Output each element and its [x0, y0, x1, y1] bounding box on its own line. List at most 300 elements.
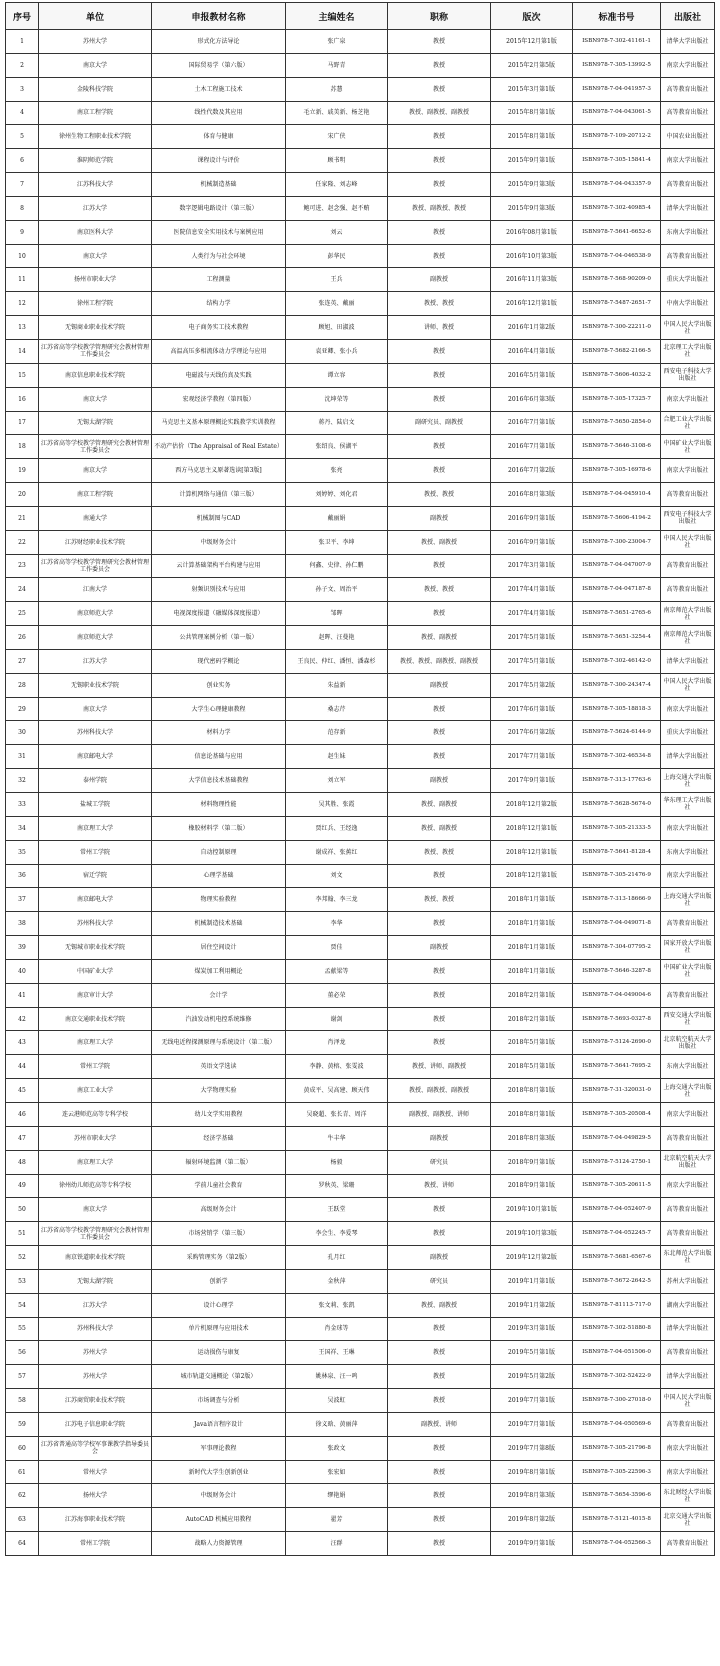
table-row — [6, 1222, 715, 1246]
unit-cell: 江苏大学 — [39, 649, 152, 673]
title-rank-cell: 教授、副教授 — [388, 626, 491, 650]
edition-cell: 2016年7月第1版 — [491, 435, 573, 459]
isbn-cell: ISBN978-7-305-22596-3 — [573, 1460, 661, 1484]
serial-cell: 33 — [6, 793, 39, 817]
publisher-cell: 南京大学出版社 — [661, 1102, 715, 1126]
table-row — [6, 125, 715, 149]
publisher-cell: 西安交通大学出版社 — [661, 1007, 715, 1031]
table-row — [6, 1317, 715, 1341]
publisher-cell: 高等教育出版社 — [661, 912, 715, 936]
editor-cell: 沈坤荣等 — [286, 387, 388, 411]
edition-cell: 2016年7月第1版 — [491, 411, 573, 435]
textbook-name-cell: 单片机原理与应用技术 — [152, 1317, 286, 1341]
unit-cell: 江苏科技大学 — [39, 173, 152, 197]
isbn-cell: ISBN978-7-305-17325-7 — [573, 387, 661, 411]
editor-cell: 罗秋英、梁珊 — [286, 1174, 388, 1198]
publisher-cell: 上海交通大学出版社 — [661, 769, 715, 793]
title-rank-cell: 副教授 — [388, 673, 491, 697]
table-row — [6, 649, 715, 673]
header-isbn: 标准书号 — [573, 3, 661, 30]
publisher-cell: 东南大学出版社 — [661, 840, 715, 864]
edition-cell: 2017年4月第1版 — [491, 602, 573, 626]
editor-cell: 王跃堂 — [286, 1198, 388, 1222]
editor-cell: 张卫平、李坤 — [286, 530, 388, 554]
table-row — [6, 101, 715, 125]
title-rank-cell: 教授 — [388, 173, 491, 197]
edition-cell: 2016年6月第3版 — [491, 387, 573, 411]
isbn-cell: ISBN978-7-5651-2765-6 — [573, 602, 661, 626]
isbn-cell: ISBN978-7-302-52422-9 — [573, 1365, 661, 1389]
isbn-cell: ISBN978-7-300-24347-4 — [573, 673, 661, 697]
editor-cell: 张绍良、侯湖平 — [286, 435, 388, 459]
publisher-cell: 重庆大学出版社 — [661, 721, 715, 745]
unit-cell: 南京师范大学 — [39, 626, 152, 650]
isbn-cell: ISBN978-7-305-21476-9 — [573, 864, 661, 888]
table-row — [6, 912, 715, 936]
table-row — [6, 244, 715, 268]
editor-cell: 孔月红 — [286, 1246, 388, 1270]
textbook-name-cell: 机械制图与CAD — [152, 506, 286, 530]
table-row — [6, 936, 715, 960]
isbn-cell: ISBN978-7-300-22211-0 — [573, 316, 661, 340]
publisher-cell: 东南大学出版社 — [661, 1055, 715, 1079]
editor-cell: 毛立新、戚美新、杨芝艳 — [286, 101, 388, 125]
edition-cell: 2017年3月第1版 — [491, 554, 573, 578]
editor-cell: 顾书明 — [286, 149, 388, 173]
textbook-name-cell: 战略人力资源管理 — [152, 1532, 286, 1556]
edition-cell: 2019年3月第1版 — [491, 1317, 573, 1341]
serial-cell: 58 — [6, 1389, 39, 1413]
isbn-cell: ISBN978-7-04-047007-9 — [573, 554, 661, 578]
edition-cell: 2015年8月第1版 — [491, 125, 573, 149]
title-rank-cell: 教授 — [388, 1341, 491, 1365]
editor-cell: 谢成祥、张蕉红 — [286, 840, 388, 864]
publisher-cell: 南京大学出版社 — [661, 53, 715, 77]
table-row — [6, 411, 715, 435]
title-rank-cell: 讲师、教授 — [388, 316, 491, 340]
title-rank-cell: 教授 — [388, 602, 491, 626]
isbn-cell: ISBN978-7-313-18666-9 — [573, 888, 661, 912]
serial-cell: 19 — [6, 459, 39, 483]
serial-cell: 51 — [6, 1222, 39, 1246]
table-row — [6, 530, 715, 554]
editor-cell: 徐义晗、黄丽萍 — [286, 1412, 388, 1436]
title-rank-cell: 教授 — [388, 1436, 491, 1460]
publisher-cell: 南京师范大学出版社 — [661, 602, 715, 626]
editor-cell: 金秋萍 — [286, 1269, 388, 1293]
publisher-cell: 北京航空航天大学出版社 — [661, 1150, 715, 1174]
serial-cell: 39 — [6, 936, 39, 960]
publisher-cell: 高等教育出版社 — [661, 578, 715, 602]
textbook-name-cell: 辐射环境监测（第二版） — [152, 1150, 286, 1174]
unit-cell: 常州工学院 — [39, 1532, 152, 1556]
edition-cell: 2018年12月第1版 — [491, 816, 573, 840]
unit-cell: 南京理工大学 — [39, 816, 152, 840]
publisher-cell: 高等教育出版社 — [661, 1126, 715, 1150]
publisher-cell: 东北师范大学出版社 — [661, 1246, 715, 1270]
serial-cell: 10 — [6, 244, 39, 268]
publisher-cell: 南京大学出版社 — [661, 149, 715, 173]
editor-cell: 刘婷婷、刘化君 — [286, 483, 388, 507]
unit-cell: 南京铁道职业技术学院 — [39, 1246, 152, 1270]
publisher-cell: 中国人民大学出版社 — [661, 1389, 715, 1413]
serial-cell: 60 — [6, 1436, 39, 1460]
edition-cell: 2017年7月第1版 — [491, 745, 573, 769]
table-row — [6, 30, 715, 54]
edition-cell: 2016年4月第1版 — [491, 339, 573, 363]
header-editor: 主编姓名 — [286, 3, 388, 30]
publisher-cell: 湖南大学出版社 — [661, 1293, 715, 1317]
title-rank-cell: 副教授、讲师 — [388, 1412, 491, 1436]
serial-cell: 62 — [6, 1484, 39, 1508]
publisher-cell: 高等教育出版社 — [661, 1341, 715, 1365]
serial-cell: 48 — [6, 1150, 39, 1174]
table-row — [6, 196, 715, 220]
table-row — [6, 1079, 715, 1103]
unit-cell: 苏州市职业大学 — [39, 1126, 152, 1150]
editor-cell: 贾红兵、王经逸 — [286, 816, 388, 840]
title-rank-cell: 教授、副教授 — [388, 530, 491, 554]
edition-cell: 2018年2月第1版 — [491, 983, 573, 1007]
serial-cell: 37 — [6, 888, 39, 912]
serial-cell: 12 — [6, 292, 39, 316]
edition-cell: 2017年6月第1版 — [491, 697, 573, 721]
title-rank-cell: 教授 — [388, 1222, 491, 1246]
table-row — [6, 1436, 715, 1460]
isbn-cell: ISBN978-7-302-46534-8 — [573, 745, 661, 769]
editor-cell: 范存新 — [286, 721, 388, 745]
serial-cell: 27 — [6, 649, 39, 673]
table-row — [6, 77, 715, 101]
table-row — [6, 1293, 715, 1317]
publisher-cell: 东南大学出版社 — [661, 220, 715, 244]
textbook-name-cell: 线性代数及其应用 — [152, 101, 286, 125]
editor-cell: 王良民、仲红、潘恒、潘森杉 — [286, 649, 388, 673]
unit-cell: 南京理工大学 — [39, 1031, 152, 1055]
edition-cell: 2018年5月第1版 — [491, 1031, 573, 1055]
edition-cell: 2015年9月第3版 — [491, 173, 573, 197]
table-row — [6, 1055, 715, 1079]
title-rank-cell: 副研究员、副教授 — [388, 411, 491, 435]
isbn-cell: ISBN978-7-304-07795-2 — [573, 936, 661, 960]
title-rank-cell: 教授、教授 — [388, 888, 491, 912]
publisher-cell: 中国人民大学出版社 — [661, 673, 715, 697]
unit-cell: 徐州生物工程职业技术学院 — [39, 125, 152, 149]
isbn-cell: ISBN978-7-5124-2690-0 — [573, 1031, 661, 1055]
textbook-name-cell: 高级财务会计 — [152, 1198, 286, 1222]
isbn-cell: ISBN978-7-305-21333-5 — [573, 816, 661, 840]
textbook-name-cell: 市场调查与分析 — [152, 1389, 286, 1413]
textbook-name-cell: 运动损伤与康复 — [152, 1341, 286, 1365]
textbook-name-cell: 心理学基础 — [152, 864, 286, 888]
textbook-name-cell: 课程设计与评价 — [152, 149, 286, 173]
unit-cell: 无锡太湖学院 — [39, 411, 152, 435]
textbook-name-cell: AutoCAD 机械应用教程 — [152, 1508, 286, 1532]
editor-cell: 王国祥、王琳 — [286, 1341, 388, 1365]
edition-cell: 2019年7月第8版 — [491, 1436, 573, 1460]
title-rank-cell: 教授 — [388, 244, 491, 268]
isbn-cell: ISBN978-7-5606-4032-2 — [573, 363, 661, 387]
editor-cell: 刘文 — [286, 864, 388, 888]
title-rank-cell: 教授 — [388, 363, 491, 387]
publisher-cell: 高等教育出版社 — [661, 1532, 715, 1556]
isbn-cell: ISBN978-7-5681-6567-6 — [573, 1246, 661, 1270]
serial-cell: 25 — [6, 602, 39, 626]
isbn-cell: ISBN978-7-04-052407-9 — [573, 1198, 661, 1222]
publisher-cell: 南京大学出版社 — [661, 864, 715, 888]
textbook-name-cell: 物理实验教程 — [152, 888, 286, 912]
editor-cell: 李静、黄榕、张雯波 — [286, 1055, 388, 1079]
table-row — [6, 673, 715, 697]
serial-cell: 7 — [6, 173, 39, 197]
title-rank-cell: 教授、副教授 — [388, 793, 491, 817]
editor-cell: 李华 — [286, 912, 388, 936]
publisher-cell: 高等教育出版社 — [661, 101, 715, 125]
textbook-name-cell: 城市轨道交通概论（第2版） — [152, 1365, 286, 1389]
unit-cell: 南京大学 — [39, 459, 152, 483]
editor-cell: 吴晓超、张长青、周洋 — [286, 1102, 388, 1126]
textbook-name-cell: 经济学基础 — [152, 1126, 286, 1150]
edition-cell: 2017年9月第1版 — [491, 769, 573, 793]
unit-cell: 苏州科技大学 — [39, 721, 152, 745]
publisher-cell: 中南大学出版社 — [661, 292, 715, 316]
publisher-cell: 中国人民大学出版社 — [661, 530, 715, 554]
editor-cell: 张宏如 — [286, 1460, 388, 1484]
serial-cell: 18 — [6, 435, 39, 459]
serial-cell: 29 — [6, 697, 39, 721]
isbn-cell: ISBN978-7-305-20508-4 — [573, 1102, 661, 1126]
serial-cell: 44 — [6, 1055, 39, 1079]
editor-cell: 肖泽龙 — [286, 1031, 388, 1055]
publisher-cell: 华东理工大学出版社 — [661, 793, 715, 817]
title-rank-cell: 教授、副教授、副教授 — [388, 101, 491, 125]
edition-cell: 2015年2月第5版 — [491, 53, 573, 77]
table-row — [6, 697, 715, 721]
edition-cell: 2019年8月第1版 — [491, 1460, 573, 1484]
textbook-name-cell: 电磁波与天线仿真及实践 — [152, 363, 286, 387]
publisher-cell: 清华大学出版社 — [661, 196, 715, 220]
table-row — [6, 1508, 715, 1532]
textbook-name-cell: 英语文学选读 — [152, 1055, 286, 1079]
unit-cell: 江苏省普通高等学校军事课教学指导委员会 — [39, 1436, 152, 1460]
textbook-name-cell: 土木工程施工技术 — [152, 77, 286, 101]
table-row — [6, 173, 715, 197]
editor-cell: 张政文 — [286, 1436, 388, 1460]
unit-cell: 金陵科技学院 — [39, 77, 152, 101]
header-textbook-name: 申报教材名称 — [152, 3, 286, 30]
edition-cell: 2018年8月第1版 — [491, 1079, 573, 1103]
serial-cell: 63 — [6, 1508, 39, 1532]
isbn-cell: ISBN978-7-302-51880-8 — [573, 1317, 661, 1341]
serial-cell: 47 — [6, 1126, 39, 1150]
edition-cell: 2018年8月第3版 — [491, 1126, 573, 1150]
unit-cell: 南京医科大学 — [39, 220, 152, 244]
editor-cell: 鲍可进、赵念强、赵不贿 — [286, 196, 388, 220]
header-unit: 单位 — [39, 3, 152, 30]
title-rank-cell: 研究员 — [388, 1150, 491, 1174]
editor-cell: 孟献梁等 — [286, 959, 388, 983]
serial-cell: 43 — [6, 1031, 39, 1055]
isbn-cell: ISBN978-7-5641-7695-2 — [573, 1055, 661, 1079]
unit-cell: 江苏电子信息职业学院 — [39, 1412, 152, 1436]
textbook-name-cell: 市场营销学（第三版） — [152, 1222, 286, 1246]
textbook-name-cell: 自动控制原理 — [152, 840, 286, 864]
isbn-cell: ISBN978-7-04-052245-7 — [573, 1222, 661, 1246]
serial-cell: 59 — [6, 1412, 39, 1436]
table-row — [6, 459, 715, 483]
unit-cell: 常州工学院 — [39, 840, 152, 864]
textbook-name-cell: 大学信息技术基础教程 — [152, 769, 286, 793]
title-rank-cell: 副教授、副教授、讲师 — [388, 1102, 491, 1126]
editor-cell: 姚林泉、汪一鸣 — [286, 1365, 388, 1389]
textbook-name-cell: 无线电近程探测原理与系统设计（第二版） — [152, 1031, 286, 1055]
title-rank-cell: 教授 — [388, 435, 491, 459]
isbn-cell: ISBN978-7-5650-2854-0 — [573, 411, 661, 435]
unit-cell: 苏州大学 — [39, 1341, 152, 1365]
textbook-name-cell: 创新学 — [152, 1269, 286, 1293]
title-rank-cell: 副教授 — [388, 769, 491, 793]
editor-cell: 李邦翰、李三龙 — [286, 888, 388, 912]
publisher-cell: 清华大学出版社 — [661, 30, 715, 54]
textbook-name-cell: 西方马克思主义原著选读[第3版] — [152, 459, 286, 483]
unit-cell: 南京工程学院 — [39, 101, 152, 125]
textbook-name-cell: 不动产估价（The Appraisal of Real Estate） — [152, 435, 286, 459]
isbn-cell: ISBN978-7-31-320031-0 — [573, 1079, 661, 1103]
unit-cell: 徐州幼儿师范高等专科学校 — [39, 1174, 152, 1198]
editor-cell: 桑志芹 — [286, 697, 388, 721]
title-rank-cell: 副教授 — [388, 268, 491, 292]
textbook-name-cell: 机械制造基础 — [152, 173, 286, 197]
table-header-row — [6, 3, 715, 30]
table-row — [6, 1341, 715, 1365]
edition-cell: 2018年12月第1版 — [491, 840, 573, 864]
edition-cell: 2018年9月第1版 — [491, 1150, 573, 1174]
isbn-cell: ISBN978-7-04-046538-9 — [573, 244, 661, 268]
table-row — [6, 339, 715, 363]
edition-cell: 2016年8月第3版 — [491, 483, 573, 507]
serial-cell: 23 — [6, 554, 39, 578]
table-row — [6, 1269, 715, 1293]
table-row — [6, 1126, 715, 1150]
serial-cell: 8 — [6, 196, 39, 220]
editor-cell: 孙子文、周治平 — [286, 578, 388, 602]
isbn-cell: ISBN978-7-5682-2166-5 — [573, 339, 661, 363]
edition-cell: 2019年5月第1版 — [491, 1341, 573, 1365]
isbn-cell: ISBN978-7-5124-2750-1 — [573, 1150, 661, 1174]
publisher-cell: 清华大学出版社 — [661, 1365, 715, 1389]
unit-cell: 扬州大学 — [39, 1484, 152, 1508]
title-rank-cell: 教授 — [388, 459, 491, 483]
table-row — [6, 983, 715, 1007]
title-rank-cell: 教授 — [388, 1007, 491, 1031]
table-row — [6, 220, 715, 244]
publisher-cell: 南京大学出版社 — [661, 816, 715, 840]
publisher-cell: 清华大学出版社 — [661, 1317, 715, 1341]
editor-cell: 赵晖、汪曼艳 — [286, 626, 388, 650]
editor-cell: 汪群 — [286, 1532, 388, 1556]
unit-cell: 江苏省高等学校教学管理研究会教材管理工作委员会 — [39, 435, 152, 459]
editor-cell: 杨毅 — [286, 1150, 388, 1174]
isbn-cell: ISBN978-7-5121-4015-8 — [573, 1508, 661, 1532]
unit-cell: 无锡职业技术学院 — [39, 673, 152, 697]
title-rank-cell: 副教授 — [388, 1126, 491, 1150]
table-row — [6, 1246, 715, 1270]
unit-cell: 无锡太湖学院 — [39, 1269, 152, 1293]
editor-cell: 苏慧 — [286, 77, 388, 101]
serial-cell: 45 — [6, 1079, 39, 1103]
serial-cell: 13 — [6, 316, 39, 340]
textbook-name-cell: 电视深度报道（融媒体深度报道） — [152, 602, 286, 626]
textbook-name-cell: 云计算基础架构平台构建与应用 — [152, 554, 286, 578]
unit-cell: 江南大学 — [39, 578, 152, 602]
title-rank-cell: 教授、讲师、副教授 — [388, 1055, 491, 1079]
edition-cell: 2016年5月第1版 — [491, 363, 573, 387]
textbook-name-cell: 材料力学 — [152, 721, 286, 745]
table-row — [6, 268, 715, 292]
textbook-name-cell: 现代密码学概论 — [152, 649, 286, 673]
title-rank-cell: 教授、副教授 — [388, 1293, 491, 1317]
table-row — [6, 1389, 715, 1413]
publisher-cell: 西安电子科技大学出版社 — [661, 363, 715, 387]
edition-cell: 2019年12月第2版 — [491, 1246, 573, 1270]
unit-cell: 南京大学 — [39, 1198, 152, 1222]
serial-cell: 35 — [6, 840, 39, 864]
editor-cell: 张连英、戴丽 — [286, 292, 388, 316]
isbn-cell: ISBN978-7-5487-2651-7 — [573, 292, 661, 316]
title-rank-cell: 副教授 — [388, 1246, 491, 1270]
serial-cell: 15 — [6, 363, 39, 387]
table-row — [6, 602, 715, 626]
publisher-cell: 清华大学出版社 — [661, 649, 715, 673]
unit-cell: 苏州科技大学 — [39, 912, 152, 936]
table-row — [6, 1484, 715, 1508]
edition-cell: 2016年08月第1版 — [491, 220, 573, 244]
table-row — [6, 1198, 715, 1222]
publisher-cell: 高等教育出版社 — [661, 1412, 715, 1436]
table-row — [6, 1532, 715, 1556]
publisher-cell: 苏州大学出版社 — [661, 1269, 715, 1293]
publisher-cell: 北京交通大学出版社 — [661, 1508, 715, 1532]
table-row — [6, 578, 715, 602]
textbook-table — [5, 2, 715, 1556]
unit-cell: 南京信息职业技术学院 — [39, 363, 152, 387]
edition-cell: 2019年7月第1版 — [491, 1412, 573, 1436]
table-row — [6, 149, 715, 173]
edition-cell: 2017年5月第1版 — [491, 649, 573, 673]
isbn-cell: ISBN978-7-5628-5674-0 — [573, 793, 661, 817]
edition-cell: 2019年8月第2版 — [491, 1508, 573, 1532]
unit-cell: 江苏大学 — [39, 196, 152, 220]
publisher-cell: 中国矿业大学出版社 — [661, 435, 715, 459]
serial-cell: 42 — [6, 1007, 39, 1031]
title-rank-cell: 教授 — [388, 220, 491, 244]
isbn-cell: ISBN978-7-305-21796-8 — [573, 1436, 661, 1460]
isbn-cell: ISBN978-7-5641-8128-4 — [573, 840, 661, 864]
isbn-cell: ISBN978-7-568-90209-0 — [573, 268, 661, 292]
publisher-cell: 上海交通大学出版社 — [661, 1079, 715, 1103]
edition-cell: 2019年1月第2版 — [491, 1293, 573, 1317]
textbook-name-cell: 信息论基础与应用 — [152, 745, 286, 769]
textbook-name-cell: 计算机网络与通信（第三版） — [152, 483, 286, 507]
publisher-cell: 高等教育出版社 — [661, 1222, 715, 1246]
serial-cell: 24 — [6, 578, 39, 602]
edition-cell: 2019年10月第3版 — [491, 1222, 573, 1246]
isbn-cell: ISBN978-7-305-20611-5 — [573, 1174, 661, 1198]
serial-cell: 2 — [6, 53, 39, 77]
edition-cell: 2019年8月第3版 — [491, 1484, 573, 1508]
unit-cell: 淮阴师范学院 — [39, 149, 152, 173]
edition-cell: 2019年5月第2版 — [491, 1365, 573, 1389]
